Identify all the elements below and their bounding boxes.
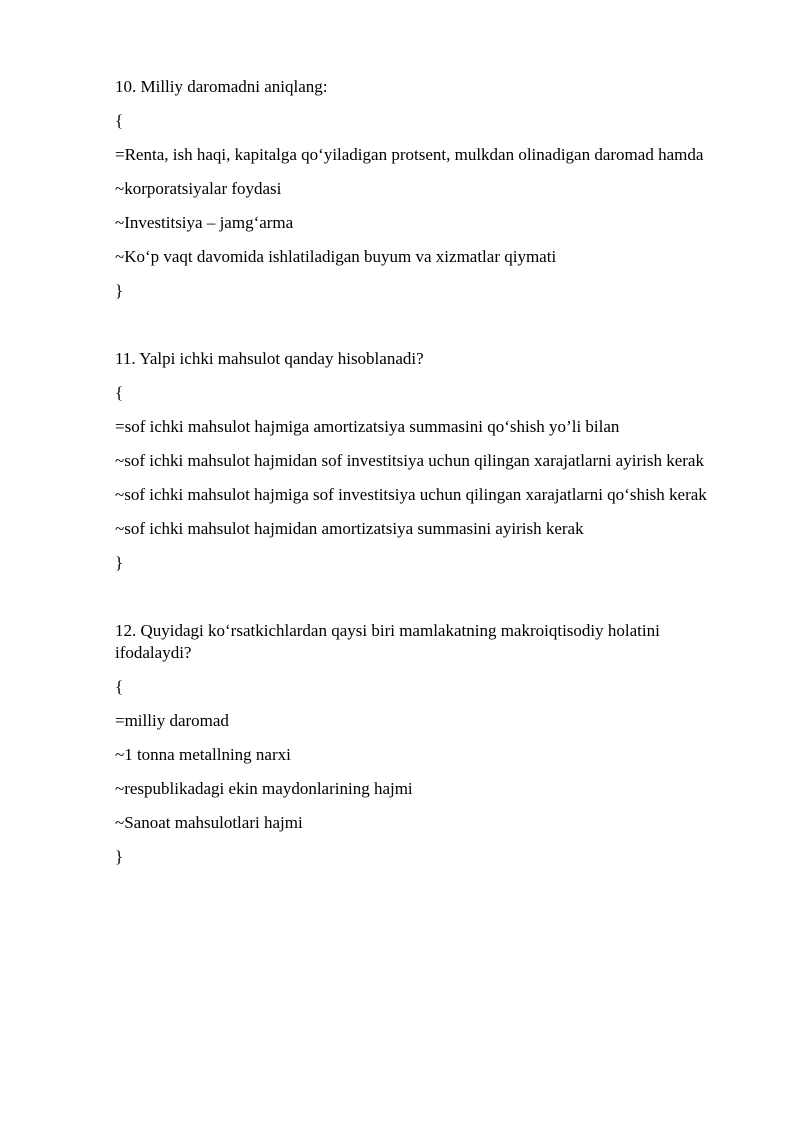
close-brace: } <box>115 281 124 300</box>
question-block <box>115 76 730 302</box>
answer-option: ~respublikadagi ekin maydonlarining hajmi <box>115 779 413 798</box>
close-brace: } <box>115 847 124 866</box>
answer-option: ~sof ichki mahsulot hajmiga sof investitsiya uchun qilingan xarajatlarni qo‘shish kerak <box>115 485 707 504</box>
answer-option: =Renta, ish haqi, kapitalga qo‘yiladigan protsent, mulkdan olinadigan daromad hamda <box>115 145 704 164</box>
answer-option: ~sof ichki mahsulot hajmidan sof investitsiya uchun qilingan xarajatlarni ayirish kerak <box>115 451 704 470</box>
answer-option: =milliy daromad <box>115 711 229 730</box>
question-title: 10. Milliy daromadni aniqlang: <box>115 77 328 96</box>
answer-option: =sof ichki mahsulot hajmiga amortizatsiya summasini qo‘shish yo’li bilan <box>115 417 620 436</box>
answer-option: ~Investitsiya – jamg‘arma <box>115 213 294 232</box>
answer-option: ~Sanoat mahsulotlari hajmi <box>115 813 303 832</box>
spacer <box>115 314 730 348</box>
question-title: 12. Quyidagi ko‘rsatkichlardan qaysi biri mamlakatning makroiqtisodiy holatini ifodalaydi? <box>115 621 660 662</box>
spacer <box>115 586 730 620</box>
answer-option: ~korporatsiyalar foydasi <box>115 179 282 198</box>
open-brace: { <box>115 383 124 402</box>
answer-option: ~Ko‘p vaqt davomida ishlatiladigan buyum va xizmatlar qiymati <box>115 247 557 266</box>
answer-option: ~1 tonna metallning narxi <box>115 745 291 764</box>
open-brace: { <box>115 111 124 130</box>
question-title: 11. Yalpi ichki mahsulot qanday hisoblanadi? <box>115 349 424 368</box>
question-block <box>115 620 730 868</box>
question-block <box>115 348 730 574</box>
document-body <box>115 76 730 880</box>
close-brace: } <box>115 553 124 572</box>
open-brace: { <box>115 677 124 696</box>
answer-option: ~sof ichki mahsulot hajmidan amortizatsiya summasini ayirish kerak <box>115 519 584 538</box>
